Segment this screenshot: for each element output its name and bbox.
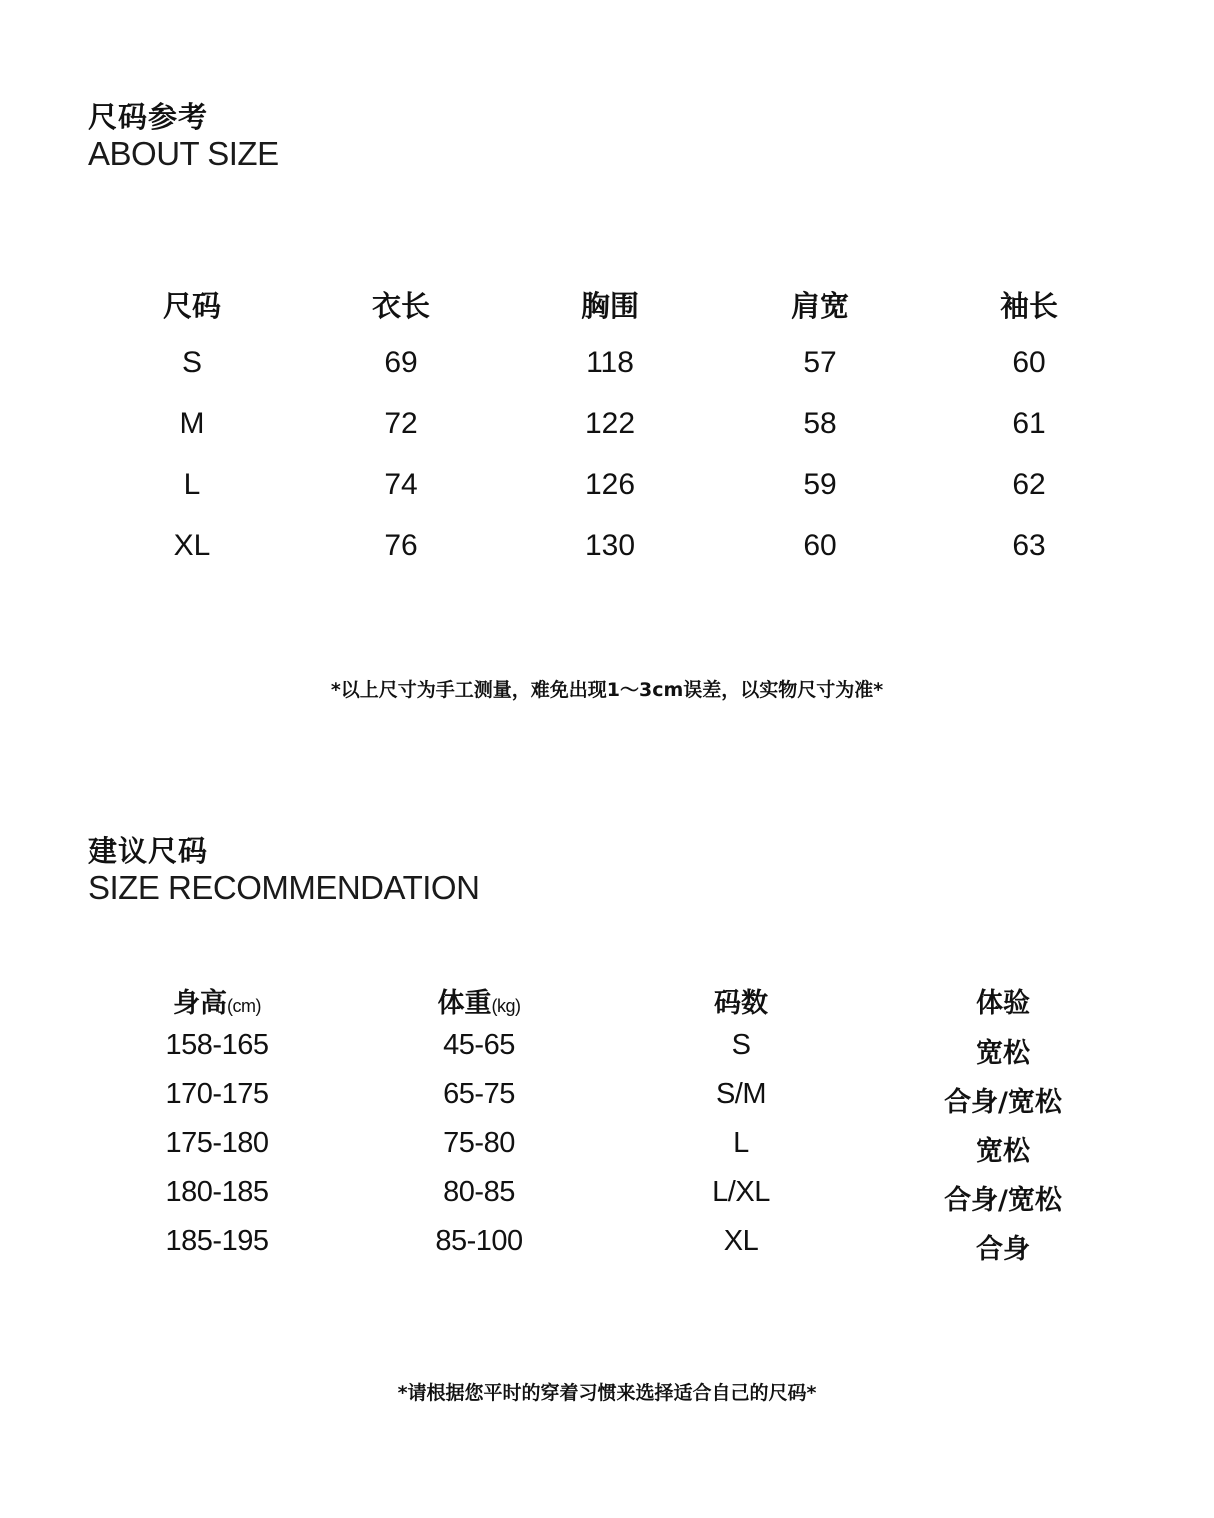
height-cell: 180-185 — [165, 1176, 269, 1208]
size-recommendation-title-cn: 建议尺码 — [88, 834, 209, 868]
height-cell: 170-175 — [165, 1078, 269, 1110]
size-recommendation-heading — [88, 834, 479, 908]
size-cell: L/XL — [712, 1176, 770, 1208]
fit-cell: 合身/宽松 — [944, 1185, 1062, 1216]
size-cell: L — [733, 1127, 749, 1159]
sleeve-cell: 61 — [1012, 407, 1046, 440]
chest-cell: 126 — [584, 468, 636, 501]
chest-cell: 130 — [584, 529, 636, 562]
size-cell: L — [183, 468, 201, 501]
weight-cell: 65-75 — [443, 1078, 515, 1110]
weight-header-unit: (kg) — [491, 996, 521, 1016]
height-cell: 175-180 — [165, 1127, 269, 1159]
fit-cell: 宽松 — [976, 1038, 1030, 1069]
chest-cell: 122 — [584, 407, 636, 440]
height-header-unit: (cm) — [227, 996, 261, 1016]
fit-cell: 合身 — [976, 1234, 1030, 1265]
about-size-title-cn: 尺码参考 — [88, 100, 209, 134]
size-cell: S — [731, 1029, 751, 1061]
shoulder-cell: 60 — [803, 529, 837, 562]
length-cell: 69 — [384, 346, 418, 379]
height-cell: 185-195 — [165, 1225, 269, 1257]
size-cell: M — [179, 407, 205, 440]
weight-cell: 80-85 — [443, 1176, 515, 1208]
size-cell: S — [181, 346, 203, 379]
fit-cell: 宽松 — [976, 1136, 1030, 1167]
size-table-header: 胸围 — [580, 289, 640, 323]
size-table-header: 肩宽 — [790, 289, 850, 323]
size-table-header: 袖长 — [999, 289, 1059, 323]
shoulder-cell: 58 — [803, 407, 837, 440]
shoulder-cell: 57 — [803, 346, 837, 379]
size-table-header: 衣长 — [371, 289, 431, 323]
about-size-heading — [88, 100, 279, 174]
shoulder-cell: 59 — [803, 468, 837, 501]
size-recommendation-title-en: SIZE RECOMMENDATION — [88, 869, 480, 906]
weight-header-label: 体重 — [437, 988, 492, 1019]
weight-cell: 85-100 — [435, 1225, 523, 1257]
size-cell: XL — [723, 1225, 759, 1257]
fit-cell: 合身/宽松 — [944, 1087, 1062, 1118]
height-header-label: 身高 — [173, 988, 228, 1019]
length-cell: 72 — [384, 407, 418, 440]
chest-cell: 118 — [586, 346, 634, 379]
sleeve-cell: 63 — [1012, 529, 1046, 562]
fit-header: 体验 — [976, 988, 1030, 1019]
weight-header — [438, 981, 521, 1020]
about-size-title-en: ABOUT SIZE — [88, 135, 279, 172]
measurement-note: *以上尺寸为手工测量，难免出现1～3cm误差，以实物尺寸为准* — [330, 679, 884, 701]
length-cell: 76 — [384, 529, 418, 562]
weight-cell: 45-65 — [443, 1029, 515, 1061]
sleeve-cell: 62 — [1012, 468, 1046, 501]
sleeve-cell: 60 — [1012, 346, 1046, 379]
recommendation-note: *请根据您平时的穿着习惯来选择适合自己的尺码* — [397, 1382, 817, 1404]
size-header: 码数 — [714, 988, 768, 1019]
weight-cell: 75-80 — [443, 1127, 515, 1159]
height-cell: 158-165 — [165, 1029, 269, 1061]
size-cell: XL — [173, 529, 211, 562]
height-header — [173, 981, 261, 1020]
length-cell: 74 — [384, 468, 418, 501]
size-cell: S/M — [715, 1078, 767, 1110]
size-table-header: 尺码 — [162, 289, 222, 323]
